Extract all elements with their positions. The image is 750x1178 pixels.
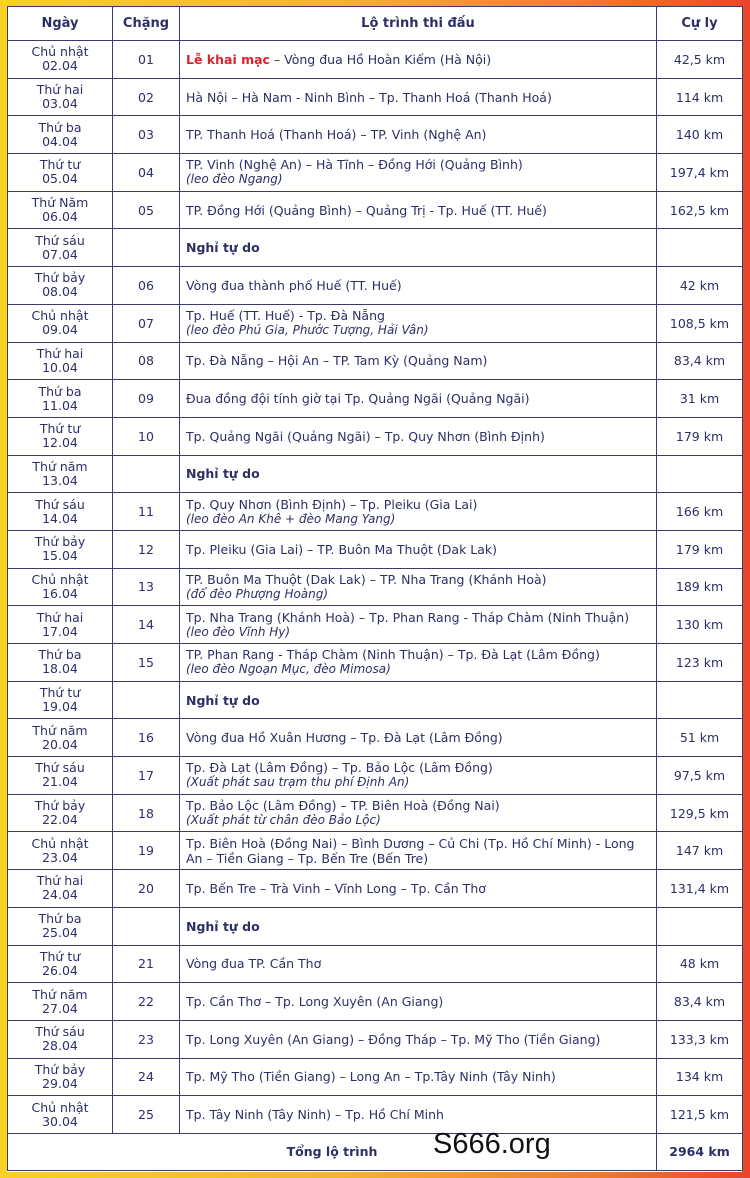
rest-day-row (8, 681, 743, 719)
weekday: Thứ sáu (35, 1024, 85, 1040)
route-cell (180, 757, 657, 795)
header-stage: Chặng (113, 7, 180, 41)
day-cell (8, 78, 113, 116)
route-cell (180, 945, 657, 983)
route-text: TP. Thanh Hoá (Thanh Hoá) – TP. Vinh (Nghệ An) (186, 127, 487, 143)
date: 13.04 (42, 472, 78, 488)
distance-cell: 42 km (657, 267, 743, 305)
stage-number: 19 (113, 832, 180, 870)
weekday: Thứ tư (39, 421, 81, 437)
distance-cell: 166 km (657, 493, 743, 531)
total-label: Tổng lộ trình (8, 1133, 657, 1170)
weekday: Thứ hai (36, 82, 84, 98)
date: 11.04 (42, 397, 78, 413)
route-cell (180, 1058, 657, 1096)
route-text: Tp. Đà Lạt (Lâm Đồng) – Tp. Bảo Lộc (Lâm Đồng) (186, 760, 493, 776)
distance-cell: 140 km (657, 116, 743, 154)
weekday: Thứ năm (32, 722, 88, 738)
route-text: Tp. Bến Tre – Trà Vinh – Vĩnh Long – Tp. Cần Thơ (186, 880, 486, 896)
stage-row (8, 154, 743, 192)
weekday: Thứ bảy (34, 798, 86, 814)
route-cell (180, 983, 657, 1021)
route-note: (Xuất phát từ chân đèo Bảo Lộc) (186, 813, 381, 828)
distance-cell: 133,3 km (657, 1020, 743, 1058)
distance-cell: 108,5 km (657, 304, 743, 342)
date: 02.04 (42, 58, 78, 74)
route-cell (180, 681, 657, 719)
day-cell (8, 342, 113, 380)
rest-label: Nghỉ tự do (186, 466, 260, 482)
weekday: Chủ nhật (31, 308, 89, 324)
weekday: Thứ tư (39, 157, 81, 173)
route-cell (180, 342, 657, 380)
route-text: Vòng đua Hồ Xuân Hương – Tp. Đà Lạt (Lâm Đồng) (186, 730, 503, 746)
weekday: Thứ Năm (31, 195, 89, 211)
stage-row (8, 417, 743, 455)
distance-cell: 42,5 km (657, 41, 743, 79)
distance-cell (657, 455, 743, 493)
route-cell (180, 267, 657, 305)
distance-cell: 131,4 km (657, 870, 743, 908)
date: 19.04 (42, 699, 78, 715)
stage-number (113, 681, 180, 719)
stage-row (8, 304, 743, 342)
route-cell (180, 907, 657, 945)
route-cell (180, 417, 657, 455)
table-header-row (8, 7, 743, 41)
weekday: Thứ ba (38, 383, 82, 399)
weekday: Chủ nhật (31, 835, 89, 851)
distance-cell: 130 km (657, 606, 743, 644)
route-cell (180, 493, 657, 531)
route-cell (180, 78, 657, 116)
route-cell (180, 229, 657, 267)
route-text: Tp. Quy Nhơn (Bình Định) – Tp. Pleiku (Gia Lai) (186, 496, 478, 512)
route-note: (Xuất phát sau trạm thu phí Định An) (186, 775, 410, 790)
day-cell (8, 757, 113, 795)
stage-number: 11 (113, 493, 180, 531)
stage-number: 13 (113, 568, 180, 606)
route-note: (leo đèo Ngoạn Mục, đèo Mimosa) (186, 662, 391, 677)
stage-row (8, 757, 743, 795)
weekday: Thứ hai (36, 873, 84, 889)
stage-number: 10 (113, 417, 180, 455)
stage-row (8, 530, 743, 568)
day-cell (8, 154, 113, 192)
route-text: TP. Buôn Ma Thuột (Dak Lak) – TP. Nha Trang (Khánh Hoà) (186, 571, 547, 587)
header-route: Lộ trình thi đấu (180, 7, 657, 41)
stage-number: 07 (113, 304, 180, 342)
stage-row (8, 719, 743, 757)
weekday: Thứ sáu (35, 496, 85, 512)
stage-row (8, 1058, 743, 1096)
route-highlight: Lễ khai mạc (186, 51, 270, 67)
day-cell (8, 719, 113, 757)
weekday: Thứ tư (39, 948, 81, 964)
day-cell (8, 116, 113, 154)
distance-cell: 123 km (657, 644, 743, 682)
stage-number: 14 (113, 606, 180, 644)
day-cell (8, 907, 113, 945)
distance-cell: 134 km (657, 1058, 743, 1096)
date: 22.04 (42, 812, 78, 828)
route-cell (180, 1020, 657, 1058)
distance-cell: 179 km (657, 530, 743, 568)
schedule-frame (7, 6, 742, 1172)
route-cell (180, 41, 657, 79)
route-cell (180, 116, 657, 154)
stage-number: 12 (113, 530, 180, 568)
stage-row (8, 267, 743, 305)
route-text: Tp. Long Xuyên (An Giang) – Đồng Tháp – Tp. Mỹ Tho (Tiền Giang) (186, 1031, 601, 1047)
stage-number: 17 (113, 757, 180, 795)
date: 28.04 (42, 1038, 78, 1054)
weekday: Chủ nhật (31, 44, 89, 60)
route-cell (180, 304, 657, 342)
stage-number: 25 (113, 1096, 180, 1134)
route-text: Vòng đua thành phố Huế (TT. Huế) (186, 277, 402, 293)
route-text: Tp. Đà Nẵng – Hội An – TP. Tam Kỳ (Quảng Nam) (186, 353, 488, 369)
distance-cell: 121,5 km (657, 1096, 743, 1134)
distance-cell: 114 km (657, 78, 743, 116)
route-cell (180, 455, 657, 493)
route-text: Tp. Quảng Ngãi (Quảng Ngãi) – Tp. Quy Nhơn (Bình Định) (186, 428, 545, 444)
stage-number: 05 (113, 191, 180, 229)
day-cell (8, 1058, 113, 1096)
date: 03.04 (42, 96, 78, 112)
stage-row (8, 1020, 743, 1058)
distance-cell (657, 907, 743, 945)
day-cell (8, 983, 113, 1021)
weekday: Thứ tư (39, 685, 81, 701)
stage-number (113, 229, 180, 267)
stage-row (8, 945, 743, 983)
stage-number: 02 (113, 78, 180, 116)
distance-cell: 162,5 km (657, 191, 743, 229)
distance-cell: 51 km (657, 719, 743, 757)
route-text: TP. Đồng Hới (Quảng Bình) – Quảng Trị - Tp. Huế (TT. Huế) (186, 202, 547, 218)
weekday: Thứ ba (38, 119, 82, 135)
route-cell (180, 530, 657, 568)
race-schedule-table (7, 6, 743, 1171)
stage-number: 06 (113, 267, 180, 305)
stage-row (8, 870, 743, 908)
weekday: Thứ ba (38, 647, 82, 663)
route-note: (đổ đèo Phượng Hoàng) (186, 586, 329, 601)
stage-number (113, 907, 180, 945)
date: 05.04 (42, 171, 78, 187)
route-cell (180, 154, 657, 192)
day-cell (8, 229, 113, 267)
day-cell (8, 832, 113, 870)
weekday: Thứ sáu (35, 232, 85, 248)
route-text: TP. Vinh (Nghệ An) – Hà Tĩnh – Đồng Hới (Quảng Bình) (186, 157, 523, 173)
stage-row (8, 983, 743, 1021)
route-note: (leo đèo An Khê + đèo Mang Yang) (186, 511, 396, 526)
route-text: Tp. Tây Ninh (Tây Ninh) – Tp. Hồ Chí Minh (186, 1107, 444, 1123)
header-day: Ngày (8, 7, 113, 41)
day-cell (8, 41, 113, 79)
weekday: Thứ ba (38, 911, 82, 927)
route-cell (180, 832, 657, 870)
distance-cell: 97,5 km (657, 757, 743, 795)
date: 21.04 (42, 774, 78, 790)
route-note: (leo đèo Vĩnh Hy) (186, 624, 291, 639)
stage-number (113, 455, 180, 493)
stage-number: 09 (113, 380, 180, 418)
day-cell (8, 1096, 113, 1134)
date: 26.04 (42, 962, 78, 978)
stage-number: 21 (113, 945, 180, 983)
day-cell (8, 417, 113, 455)
weekday: Thứ bảy (34, 1061, 86, 1077)
route-text: Tp. Biên Hoà (Đồng Nai) – Bình Dương – Củ Chi (Tp. Hồ Chí Minh) - Long An – Tiền Giang – Tp. Bến Tre (Bến Tre) (186, 835, 635, 866)
day-cell (8, 945, 113, 983)
date: 15.04 (42, 548, 78, 564)
date: 04.04 (42, 133, 78, 149)
route-cell (180, 644, 657, 682)
date: 30.04 (42, 1113, 78, 1129)
stage-number: 04 (113, 154, 180, 192)
stage-number: 01 (113, 41, 180, 79)
route-text: – Vòng đua Hồ Hoàn Kiếm (Hà Nội) (269, 51, 492, 67)
stage-number: 18 (113, 794, 180, 832)
weekday: Chủ nhật (31, 571, 89, 587)
rest-label: Nghỉ tự do (186, 692, 260, 708)
distance-cell: 129,5 km (657, 794, 743, 832)
distance-cell: 83,4 km (657, 342, 743, 380)
date: 09.04 (42, 322, 78, 338)
route-note: (leo đèo Ngang) (186, 172, 283, 187)
day-cell (8, 1020, 113, 1058)
rest-label: Nghỉ tự do (186, 240, 260, 256)
stage-row (8, 493, 743, 531)
route-text: Tp. Huế (TT. Huế) - Tp. Đà Nẵng (186, 308, 385, 324)
route-cell (180, 719, 657, 757)
day-cell (8, 380, 113, 418)
weekday: Thứ sáu (35, 760, 85, 776)
stage-number: 24 (113, 1058, 180, 1096)
stage-number: 08 (113, 342, 180, 380)
watermark-text: S666.org (433, 1128, 551, 1160)
date: 23.04 (42, 849, 78, 865)
distance-cell (657, 229, 743, 267)
route-cell (180, 191, 657, 229)
stage-row (8, 568, 743, 606)
route-cell (180, 568, 657, 606)
rest-day-row (8, 229, 743, 267)
route-cell (180, 794, 657, 832)
weekday: Thứ hai (36, 345, 84, 361)
date: 12.04 (42, 435, 78, 451)
distance-cell: 31 km (657, 380, 743, 418)
route-text: Tp. Mỹ Tho (Tiền Giang) – Long An – Tp.Tây Ninh (Tây Ninh) (186, 1069, 556, 1085)
distance-cell: 197,4 km (657, 154, 743, 192)
day-cell (8, 493, 113, 531)
date: 17.04 (42, 623, 78, 639)
total-row (8, 1133, 743, 1170)
stage-row (8, 606, 743, 644)
schedule-body (8, 41, 743, 1134)
route-text: Vòng đua TP. Cần Thơ (186, 956, 322, 972)
stage-row (8, 116, 743, 154)
stage-number: 03 (113, 116, 180, 154)
day-cell (8, 304, 113, 342)
date: 20.04 (42, 736, 78, 752)
route-text: Tp. Nha Trang (Khánh Hoà) – Tp. Phan Rang - Tháp Chàm (Ninh Thuận) (186, 609, 630, 625)
header-distance: Cự ly (657, 7, 743, 41)
stage-number: 22 (113, 983, 180, 1021)
distance-cell: 189 km (657, 568, 743, 606)
route-text: Tp. Pleiku (Gia Lai) – TP. Buôn Ma Thuột (Dak Lak) (186, 541, 498, 557)
weekday: Thứ hai (36, 609, 84, 625)
route-cell (180, 870, 657, 908)
weekday: Thứ bảy (34, 270, 86, 286)
date: 27.04 (42, 1000, 78, 1016)
distance-cell: 83,4 km (657, 983, 743, 1021)
stage-row (8, 78, 743, 116)
stage-row (8, 1096, 743, 1134)
date: 06.04 (42, 209, 78, 225)
day-cell (8, 794, 113, 832)
day-cell (8, 681, 113, 719)
distance-cell: 48 km (657, 945, 743, 983)
date: 08.04 (42, 284, 78, 300)
distance-cell: 147 km (657, 832, 743, 870)
stage-row (8, 380, 743, 418)
route-text: Tp. Cần Thơ – Tp. Long Xuyên (An Giang) (186, 994, 444, 1010)
rest-day-row (8, 907, 743, 945)
stage-row (8, 342, 743, 380)
stage-row (8, 41, 743, 79)
stage-row (8, 191, 743, 229)
stage-row (8, 644, 743, 682)
day-cell (8, 568, 113, 606)
date: 29.04 (42, 1075, 78, 1091)
stage-row (8, 794, 743, 832)
day-cell (8, 606, 113, 644)
stage-number: 23 (113, 1020, 180, 1058)
route-cell (180, 380, 657, 418)
weekday: Thứ năm (32, 458, 88, 474)
date: 18.04 (42, 661, 78, 677)
date: 24.04 (42, 887, 78, 903)
day-cell (8, 870, 113, 908)
day-cell (8, 267, 113, 305)
distance-cell (657, 681, 743, 719)
day-cell (8, 530, 113, 568)
route-text: Tp. Bảo Lộc (Lâm Đồng) – TP. Biên Hoà (Đồng Nai) (186, 798, 500, 814)
route-text: Hà Nội – Hà Nam - Ninh Bình – Tp. Thanh Hoá (Thanh Hoá) (186, 89, 552, 105)
route-text: Đua đồng đội tính giờ tại Tp. Quảng Ngãi (Quảng Ngãi) (186, 391, 530, 407)
day-cell (8, 455, 113, 493)
rest-day-row (8, 455, 743, 493)
route-cell (180, 606, 657, 644)
date: 25.04 (42, 925, 78, 941)
date: 07.04 (42, 246, 78, 262)
route-cell (180, 1096, 657, 1134)
stage-row (8, 832, 743, 870)
distance-cell: 179 km (657, 417, 743, 455)
total-distance: 2964 km (657, 1133, 743, 1170)
stage-number: 20 (113, 870, 180, 908)
day-cell (8, 644, 113, 682)
stage-number: 15 (113, 644, 180, 682)
weekday: Thứ năm (32, 986, 88, 1002)
day-cell (8, 191, 113, 229)
route-note: (leo đèo Phú Gia, Phước Tượng, Hải Vân) (186, 323, 429, 338)
date: 16.04 (42, 585, 78, 601)
date: 14.04 (42, 510, 78, 526)
date: 10.04 (42, 359, 78, 375)
rest-label: Nghỉ tự do (186, 918, 260, 934)
weekday: Chủ nhật (31, 1099, 89, 1115)
route-text: TP. Phan Rang - Tháp Chàm (Ninh Thuận) – Tp. Đà Lạt (Lâm Đồng) (186, 647, 600, 663)
weekday: Thứ bảy (34, 534, 86, 550)
stage-number: 16 (113, 719, 180, 757)
